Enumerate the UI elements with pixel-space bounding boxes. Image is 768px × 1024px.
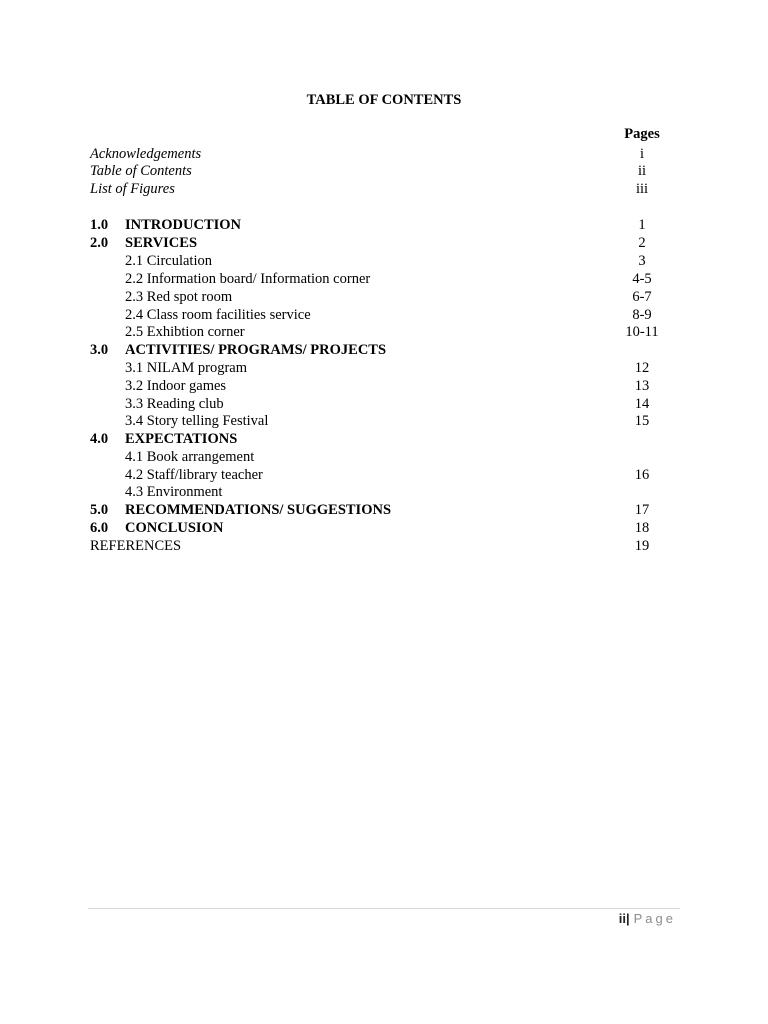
toc-page: 12 (634, 360, 650, 376)
toc-entry-activities[interactable] (90, 341, 684, 359)
toc-entry-exhibition-corner[interactable] (90, 323, 684, 341)
toc-label: 2.5 Exhibtion corner (125, 324, 245, 340)
page-footer (619, 911, 676, 926)
toc-entry-reading-club[interactable] (90, 395, 684, 413)
toc-label: ACTIVITIES/ PROGRAMS/ PROJECTS (125, 342, 387, 358)
toc-page: 18 (634, 520, 650, 536)
toc-entry-story-telling[interactable] (90, 412, 684, 430)
toc-page: 3 (638, 253, 646, 269)
toc-entry-book-arrangement[interactable] (90, 448, 684, 466)
toc-entry-staff-library-teacher[interactable] (90, 466, 684, 484)
toc-label: SERVICES (125, 235, 198, 251)
toc-page: 8-9 (632, 307, 652, 323)
toc-page: 1 (638, 217, 646, 233)
toc-label: CONCLUSION (125, 520, 224, 536)
toc-label: 4.3 Environment (125, 484, 223, 500)
toc-number: 5.0 (90, 502, 109, 518)
toc-label: 3.4 Story telling Festival (125, 413, 269, 429)
toc-entry-indoor-games[interactable] (90, 377, 684, 395)
toc-label: Acknowledgements (90, 146, 202, 162)
toc-number: 4.0 (90, 431, 109, 447)
toc-front-table-of-contents[interactable] (90, 162, 684, 180)
toc-label: 2.2 Information board/ Information corner (125, 271, 371, 287)
toc-page: 4-5 (632, 271, 652, 287)
toc-page: 17 (634, 502, 650, 518)
toc-label: 2.3 Red spot room (125, 289, 233, 305)
toc-page: 15 (634, 413, 650, 429)
toc-entry-recommendations[interactable] (90, 501, 684, 519)
toc-page: iii (635, 181, 649, 197)
toc-number: 2.0 (90, 235, 109, 251)
toc-entry-expectations[interactable] (90, 430, 684, 448)
footer-page-number: ii (618, 911, 626, 926)
toc-entry-conclusion[interactable] (90, 519, 684, 537)
toc-number: 1.0 (90, 217, 109, 233)
toc-front-list-of-figures[interactable] (90, 180, 684, 198)
toc-page: 16 (634, 467, 650, 483)
toc-page: 6-7 (632, 289, 652, 305)
toc-entry-environment[interactable] (90, 483, 684, 501)
toc-entry-information-board[interactable] (90, 270, 684, 288)
footer-separator: | (625, 911, 630, 926)
pages-column-header: Pages (624, 126, 660, 142)
toc-label: RECOMMENDATIONS/ SUGGESTIONS (125, 502, 392, 518)
toc-entry-nilam-program[interactable] (90, 359, 684, 377)
toc-front-acknowledgements[interactable] (90, 145, 684, 163)
toc-page: i (639, 146, 645, 162)
toc-entry-introduction[interactable] (90, 216, 684, 234)
toc-label: 4.2 Staff/library teacher (125, 467, 263, 483)
toc-label: Table of Contents (90, 163, 192, 179)
toc-label: 3.2 Indoor games (125, 378, 227, 394)
toc-number: 6.0 (90, 520, 109, 536)
toc-entry-references[interactable] (90, 537, 684, 555)
toc-entry-class-room-facilities[interactable] (90, 306, 684, 324)
toc-page: 2 (638, 235, 646, 251)
toc-label: 3.1 NILAM program (125, 360, 248, 376)
toc-page: 13 (634, 378, 650, 394)
toc-label: 2.1 Circulation (125, 253, 212, 269)
footer-divider (88, 908, 680, 909)
page-title: TABLE OF CONTENTS (306, 92, 462, 108)
toc-page: 19 (634, 538, 650, 554)
toc-label: 2.4 Class room facilities service (125, 307, 311, 323)
toc-entry-circulation[interactable] (90, 252, 684, 270)
toc-label: List of Figures (90, 181, 175, 197)
toc-page: 10-11 (625, 324, 659, 340)
toc-entry-red-spot-room[interactable] (90, 288, 684, 306)
toc-label: INTRODUCTION (125, 217, 242, 233)
footer-page-word: Page (633, 911, 676, 926)
toc-number: 3.0 (90, 342, 109, 358)
toc-label: 4.1 Book arrangement (125, 449, 255, 465)
toc-label: EXPECTATIONS (125, 431, 238, 447)
toc-label: REFERENCES (90, 538, 182, 554)
toc-entry-services[interactable] (90, 234, 684, 252)
toc-label: 3.3 Reading club (125, 396, 224, 412)
toc-page: 14 (634, 396, 650, 412)
toc-page: ii (637, 163, 647, 179)
